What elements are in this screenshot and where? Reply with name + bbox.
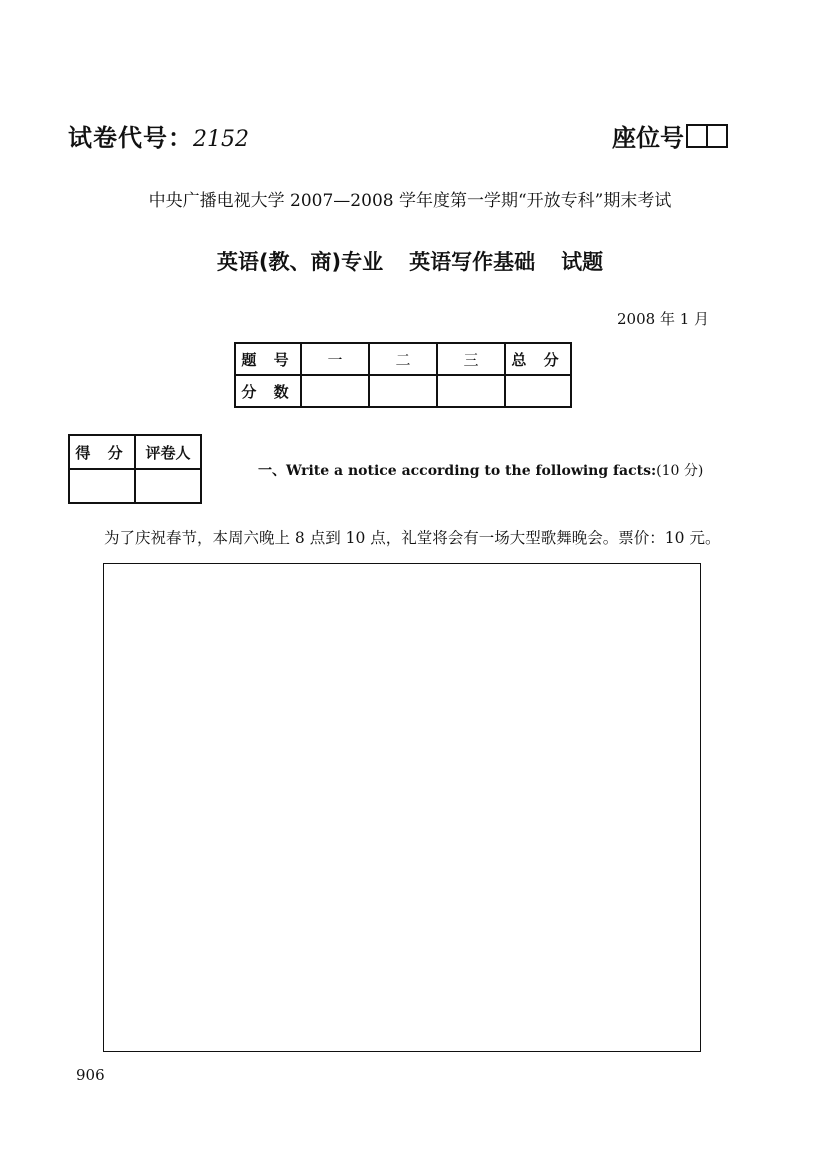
grader-label: 评卷人 — [135, 435, 201, 469]
score-table-header-row — [235, 343, 571, 375]
seat-box — [706, 124, 728, 148]
question-1-instruction: 为了庆祝春节，本周六晚上 8 点到 10 点，礼堂将会有一场大型歌舞晚会。票价：10 元。 — [104, 529, 721, 547]
question-1-prefix: 一、 — [258, 463, 286, 479]
score-row-label: 分 数 — [235, 375, 301, 407]
grader-score-cell[interactable] — [69, 469, 135, 503]
question-1-points: (10 分) — [656, 463, 704, 479]
seat-number — [612, 118, 728, 153]
exam-title: 中央广播电视大学 2007—2008 学年度第一学期“开放专科”期末考试 — [148, 191, 672, 211]
score-table-header: 三 — [437, 343, 505, 375]
grader-table-header-row — [69, 435, 201, 469]
grader-score-label: 得 分 — [69, 435, 135, 469]
grader-table-entry-row — [69, 469, 201, 503]
answer-box[interactable] — [103, 563, 701, 1052]
score-cell[interactable] — [369, 375, 437, 407]
score-table-header: 二 — [369, 343, 437, 375]
paper-code-number: 2152 — [193, 127, 249, 152]
subject-title — [0, 246, 820, 276]
score-cell[interactable] — [437, 375, 505, 407]
score-table-header: 一 — [301, 343, 369, 375]
subject-course: 英语写作基础 — [409, 250, 536, 274]
exam-date: 2008 年 1 月 — [617, 310, 710, 328]
grader-table — [68, 434, 202, 504]
score-table-score-row — [235, 375, 571, 407]
score-cell-total[interactable] — [505, 375, 571, 407]
subject-kind: 试题 — [561, 250, 604, 274]
seat-boxes — [686, 124, 728, 148]
score-table-header: 总 分 — [505, 343, 571, 375]
score-cell[interactable] — [301, 375, 369, 407]
paper-code-label: 试卷代号： — [68, 124, 193, 152]
question-1-text: Write a notice according to the following facts: — [286, 463, 657, 479]
subject-major: 英语(教、商)专业 — [216, 250, 384, 274]
paper-code — [68, 118, 249, 153]
score-table-header: 题 号 — [235, 343, 301, 375]
seat-label: 座位号 — [612, 124, 684, 152]
question-1 — [258, 460, 703, 480]
page-number: 906 — [76, 1066, 105, 1084]
seat-box — [686, 124, 708, 148]
grader-name-cell[interactable] — [135, 469, 201, 503]
score-table — [234, 342, 572, 408]
